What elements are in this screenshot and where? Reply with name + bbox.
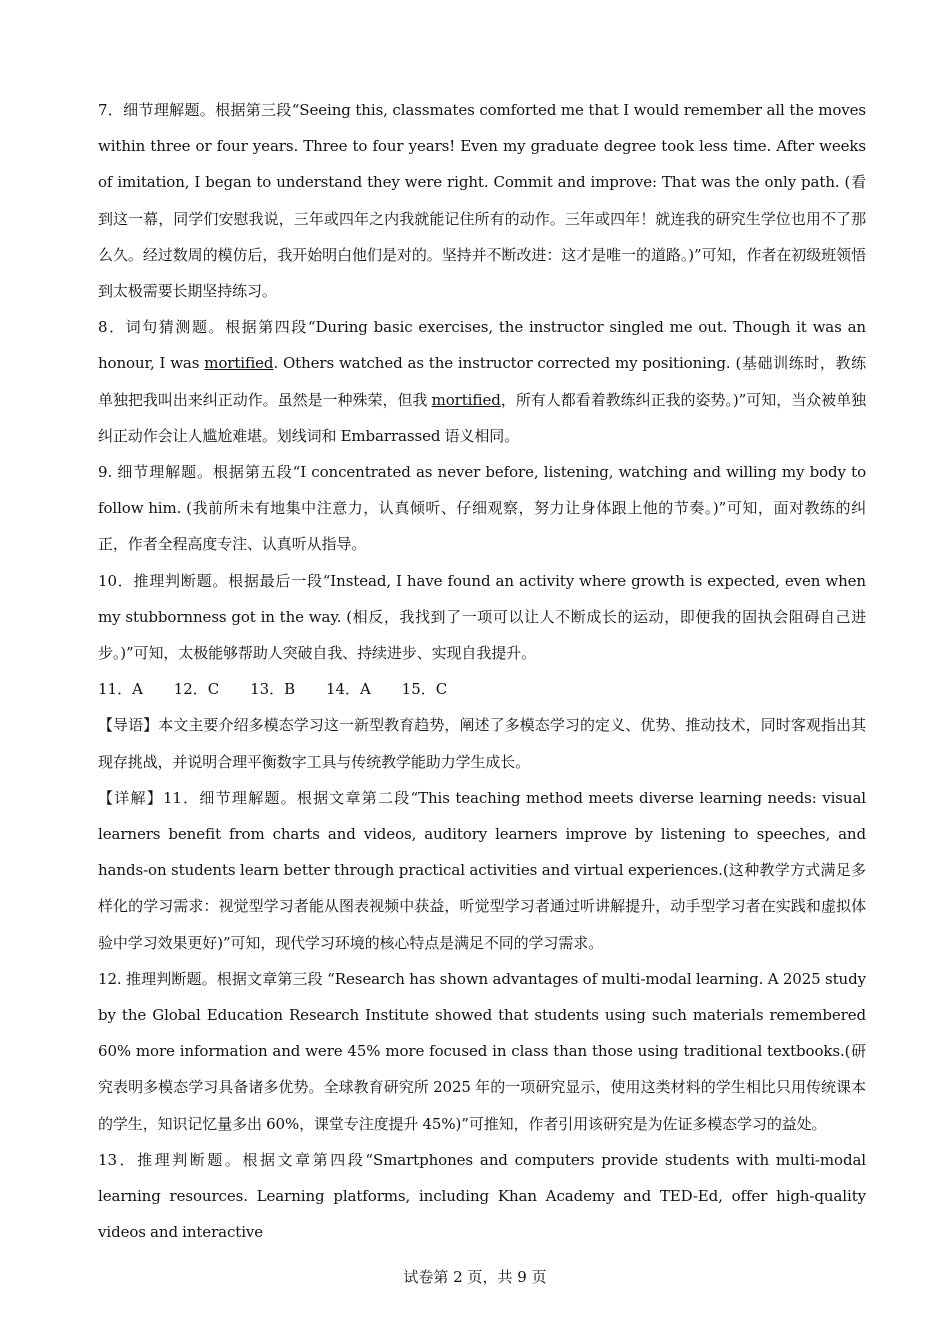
underlined-word: mortified [431, 390, 501, 409]
question-13-explanation: 13．推理判断题。根据文章第四段“Smartphones and computers provide students with multi-modal learning resources. Learning platforms, including Khan Academy and TED-Ed, offer high-quality videos and interactive [98, 1150, 866, 1242]
question-11-explanation: 【详解】11．细节理解题。根据文章第二段“This teaching method meets diverse learning needs: visual learners benefit from charts and videos, auditory learners improve by listening to speeches, and hands-on students learn better through practical activities and virtual experiences.(这种教学方式满足多样化的学习需求：视觉型学习者能从图表视频中获益，听觉型学习者通过听讲解提升，动手型学习者在实践和虚拟体验中学习效果更好)”可知，现代学习环境的核心特点是满足不同的学习需求。 [98, 788, 866, 952]
question-9-explanation: 9. 细节理解题。根据第五段“I concentrated as never before, listening, watching and willing my body to follow him. (我前所未有地集中注意力，认真倾听、仔细观察，努力让身体跟上他的节奏。)”可知，面对教练的纠正，作者全程高度专注、认真听从指导。 [98, 463, 866, 554]
page-footer: 试卷第 2 页，共 9 页 [403, 1268, 547, 1286]
answer-15: 15．C [401, 680, 448, 699]
q8-text-part2: . Others watched as the instructor corrected my positioning. (基础训练时，教练单独把我叫出来纠正动作。虽然是一种殊荣，但我 [98, 354, 866, 409]
question-12-explanation: 12. 推理判断题。根据文章第三段 “Research has shown advantages of multi-modal learning. A 2025 study by the Global Education Research Institute showed that students using such materials remembered 60% more information and were 45% more focused in class than those using traditional textbooks.(研究表明多模态学习具备诸多优势。全球教育研究所 2025 年的一项研究显示，使用这类材料的学生相比只用传统课本的学生，知识记忆量多出 60%，课堂专注度提升 45%)”可推知，作者引用该研究是为佐证多模态学习的益处。 [98, 969, 866, 1133]
answer-key-row [98, 671, 866, 707]
question-8-explanation [98, 309, 866, 454]
q8-text-part1: 8．词句猜测题。根据第四段“During basic exercises, the instructor singled me out. Though it was an honour, I was [98, 318, 866, 373]
question-7-explanation: 7．细节理解题。根据第三段“Seeing this, classmates comforted me that I would remember all the moves within three or four years. Three to four years! Even my graduate degree took less time. After weeks of imitation, I began to understand they were right. Commit and improve: That was the only path. (看到这一幕，同学们安慰我说，三年或四年之内我就能记住所有的动作。三年或四年！就连我的研究生学位也用不了那么久。经过数周的模仿后，我开始明白他们是对的。坚持并不断改进：这才是唯一的道路。)”可知，作者在初级班领悟到太极需要长期坚持练习。 [98, 101, 866, 301]
q8-text-part3: ，所有人都看着教练纠正我的姿势。)”可知，当众被单独纠正动作会让人尴尬难堪。划线词和 Embarrassed 语义相同。 [98, 390, 866, 445]
page-body [98, 92, 866, 1251]
answer-11: 11．A [98, 680, 143, 699]
answer-12: 12．C [173, 680, 220, 699]
underlined-word: mortified [204, 354, 274, 373]
answer-14: 14．A [325, 680, 371, 699]
guide-paragraph: 【导语】本文主要介绍多模态学习这一新型教育趋势，阐述了多模态学习的定义、优势、推动技术，同时客观指出其现存挑战，并说明合理平衡数字工具与传统教学能助力学生成长。 [98, 716, 866, 771]
answer-13: 13．B [250, 680, 296, 699]
question-10-explanation: 10．推理判断题。根据最后一段“Instead, I have found an activity where growth is expected, even when my stubbornness got in the way. (相反，我找到了一项可以让人不断成长的运动，即便我的固执会阻碍自己进步。)”可知，太极能够帮助人突破自我、持续进步、实现自我提升。 [98, 571, 866, 663]
